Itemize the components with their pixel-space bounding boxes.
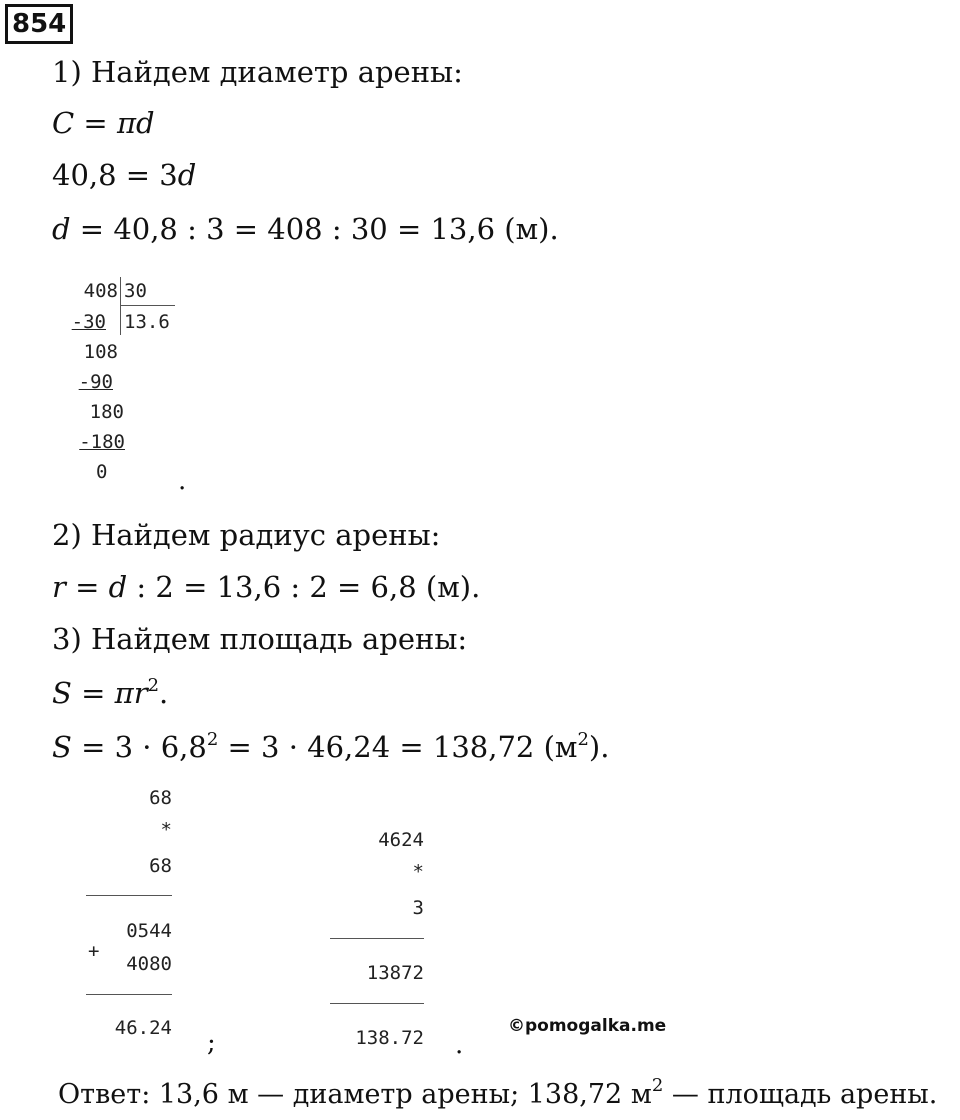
answer-text-b: — площадь арены.	[663, 1079, 938, 1110]
division-vertical-line	[120, 277, 121, 335]
step3-title: 3) Найдем площадь арены:	[52, 622, 468, 656]
step2-title: 2) Найдем радиус арены:	[52, 518, 441, 552]
exponent: 2	[577, 729, 589, 750]
mult2-end: .	[455, 1030, 464, 1060]
mult2-partial: 13872	[366, 962, 424, 984]
answer-line	[58, 1075, 938, 1110]
mult2-line-1	[330, 938, 424, 939]
formula-diameter	[52, 212, 559, 246]
mult2-line-2	[330, 1003, 424, 1004]
mult1-partial-1: 0544	[126, 920, 172, 942]
subtrahend-2: -90	[78, 371, 113, 393]
mult1-factor-a: 68	[149, 787, 172, 809]
diameter-calc: = 40,8 : 3 = 408 : 30 = 13,6 (м).	[70, 212, 559, 246]
exponent: 2	[147, 675, 160, 696]
step1-title: 1) Найдем диаметр арены:	[52, 55, 463, 89]
quotient: 13.6	[124, 311, 170, 333]
mult1-line-1	[86, 895, 172, 896]
mult1-plus: +	[88, 940, 100, 962]
var-c: C	[52, 106, 75, 140]
var-d: d	[136, 106, 155, 140]
area-calc-a: = 3 · 6,8	[71, 730, 207, 764]
mult1-operator: *	[160, 819, 172, 841]
watermark: ©pomogalka.me	[508, 1016, 667, 1036]
var-d: d	[52, 212, 71, 246]
division-end-dot: .	[178, 466, 187, 496]
area-calc-b: = 3 · 46,24 = 138,72 (м	[218, 730, 578, 764]
remainder-3: 0	[96, 461, 108, 483]
subtrahend-3: -180	[79, 431, 125, 453]
exponent: 2	[206, 729, 219, 750]
period: .	[159, 676, 169, 710]
mult1-result: 46.24	[114, 1017, 172, 1039]
equals: =	[71, 676, 115, 710]
var-s: S	[52, 730, 72, 764]
mult2-operator: *	[412, 861, 424, 883]
formula-radius	[52, 570, 480, 604]
equals: =	[74, 106, 117, 140]
area-calc-c: ).	[588, 730, 610, 764]
formula-substitution	[52, 158, 196, 192]
formula-circumference	[52, 106, 155, 140]
mult1-end: ;	[207, 1028, 216, 1058]
mult2-factor-a: 4624	[378, 829, 424, 851]
formula-area-calc	[52, 730, 609, 764]
var-d: d	[177, 158, 197, 192]
var-r: r	[133, 676, 148, 710]
exponent: 2	[651, 1075, 664, 1096]
subtrahend-1: -30	[71, 311, 106, 333]
division-horizontal-line	[120, 305, 175, 306]
mult1-partial-2: 4080	[126, 953, 172, 975]
var-d: d	[108, 570, 128, 604]
var-pi: π	[116, 106, 137, 140]
radius-calc: : 2 = 13,6 : 2 = 6,8 (м).	[127, 570, 481, 604]
var-s: S	[52, 676, 72, 710]
mult2-factor-b: 3	[412, 897, 424, 919]
mult1-line-2	[86, 994, 172, 995]
answer-text-a: Ответ: 13,6 м — диаметр арены; 138,72 м	[58, 1079, 652, 1110]
remainder-1: 108	[83, 341, 118, 363]
formula-area	[52, 676, 168, 710]
remainder-2: 180	[89, 401, 124, 423]
dividend: 408	[83, 280, 118, 302]
equals: =	[65, 570, 109, 604]
mult1-factor-b: 68	[149, 855, 172, 877]
problem-number: 854	[5, 4, 73, 44]
var-r: r	[52, 570, 66, 604]
equation-left: 40,8 = 3	[52, 158, 178, 192]
mult2-result: 138.72	[355, 1027, 424, 1049]
divisor: 30	[124, 280, 147, 302]
var-pi: π	[114, 676, 134, 710]
